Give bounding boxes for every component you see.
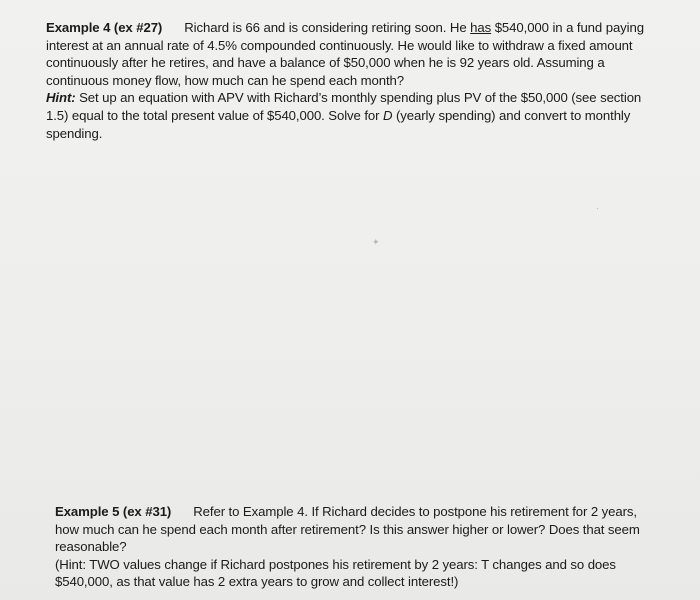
example-5-section: [55, 503, 655, 591]
example-4-body-underlined: has: [470, 20, 492, 35]
example-5-body: Refer to Example 4. If Richard decides to postpone his retirement for 2 years, how much can he spend each month after retirement? Is this answer higher or lower? Does that seem reasonable?: [55, 504, 640, 555]
example-5-title: Example 5 (ex #31): [55, 504, 172, 519]
example-4-body-part1: Richard is 66 and is considering retiring soon. He: [184, 20, 471, 35]
example-4-hint-variable: D: [383, 107, 393, 123]
example-4-hint-part2: (yearly spending) and convert to monthly spending.: [46, 107, 631, 141]
example-4-body-part2: $540,000 in a fund paying interest at an annual rate of 4.5% compounded continuously. He would like to withdraw a fixed amount continuously after he retires, and have a balance of $50,000 when he is 92 years old. Assuming a continuous money flow, how much can he spend each month?: [46, 20, 644, 88]
example-4-title: Example 4 (ex #27): [46, 20, 163, 35]
example-5-hint: (Hint: TWO values change if Richard postpones his retirement by 2 years: T changes and so does $540,000, as that value has 2 extra years to grow and collect interest!): [55, 556, 616, 590]
example-4-section: [46, 19, 658, 142]
example-4-hint-label: Hint:: [46, 90, 76, 106]
example-4-hint-part1: Set up an equation with APV with Richard’s monthly spending plus PV of the $50,000 (see section 1.5) equal to the total present value of $540,000. Solve for: [46, 90, 642, 123]
paper-speck: ✦: [372, 237, 380, 247]
paper-speck: ·: [596, 203, 599, 213]
